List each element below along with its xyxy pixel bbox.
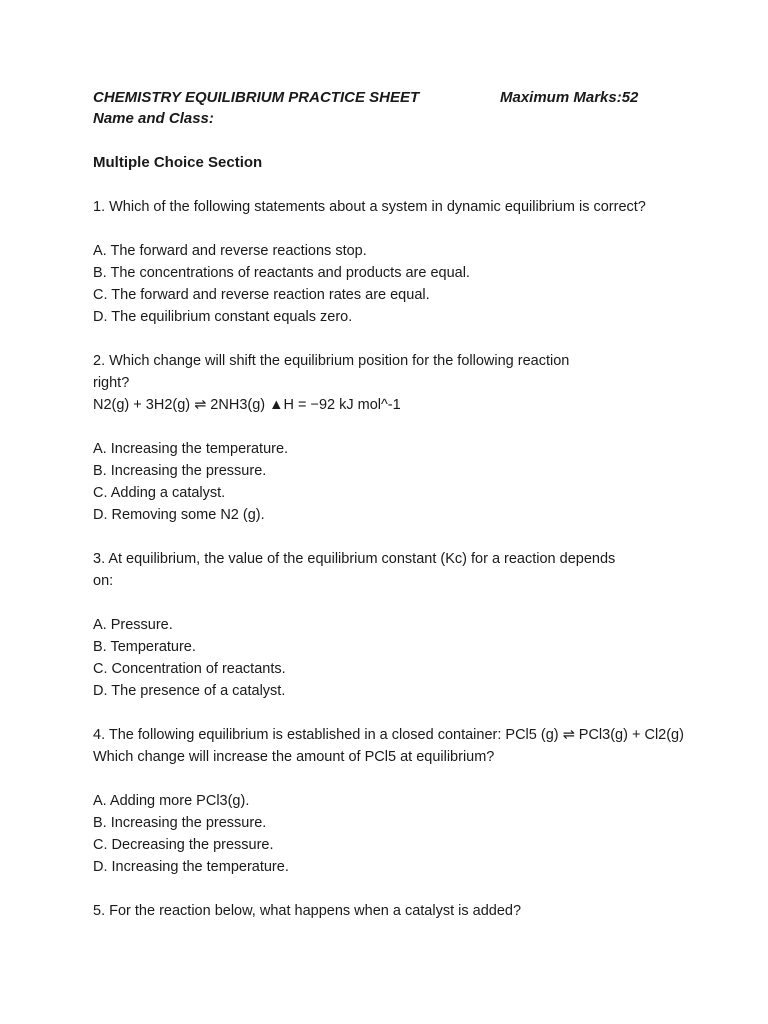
header-row [93,86,693,108]
answer-option: B. The concentrations of reactants and products are equal. [93,265,470,281]
question-text-line: 4. The following equilibrium is established in a closed container: PCl5 (g) ⇌ PCl3(g) + Cl2(g) [93,727,684,743]
answer-option: A. Pressure. [93,617,173,633]
question-text-line: 2. Which change will shift the equilibrium position for the following reaction [93,353,570,369]
answer-options [93,790,693,878]
answer-option: C. Concentration of reactants. [93,661,286,677]
answer-option: C. The forward and reverse reaction rates are equal. [93,287,430,303]
spacer [93,328,693,350]
answer-option: D. Increasing the temperature. [93,859,289,875]
question-text-line: 5. For the reaction below, what happens when a catalyst is added? [93,903,522,919]
spacer [93,174,693,196]
spacer [93,218,693,240]
name-and-class-label: Name and Class: [93,110,214,127]
spacer [93,702,693,724]
answer-option: C. Decreasing the pressure. [93,837,274,853]
answer-options [93,240,693,328]
question-5 [93,900,693,922]
answer-option: B. Increasing the pressure. [93,815,267,831]
section-title: Multiple Choice Section [93,154,263,171]
question-4 [93,724,693,768]
question-text-line: Which change will increase the amount of PCl5 at equilibrium? [93,749,495,765]
question-text-line: right? [93,375,130,391]
spacer [93,416,693,438]
answer-options [93,614,693,702]
worksheet-title: CHEMISTRY EQUILIBRIUM PRACTICE SHEET [93,88,420,106]
question-text-line: N2(g) + 3H2(g) ⇌ 2NH3(g) ▲H = −92 kJ mol^-1 [93,397,401,413]
spacer [93,592,693,614]
worksheet-page [93,86,693,922]
answer-option: C. Adding a catalyst. [93,485,226,501]
question-1 [93,196,693,218]
question-3 [93,548,693,592]
answer-option: A. Increasing the temperature. [93,441,289,457]
spacer [93,526,693,548]
answer-option: A. Adding more PCl3(g). [93,793,250,809]
maximum-marks: Maximum Marks:52 [500,88,639,106]
answer-option: D. The equilibrium constant equals zero. [93,309,353,325]
question-text-line: 3. At equilibrium, the value of the equilibrium constant (Kc) for a reaction depends [93,551,616,567]
answer-option: A. The forward and reverse reactions stop. [93,243,367,259]
answer-option: B. Temperature. [93,639,196,655]
answer-option: D. The presence of a catalyst. [93,683,286,699]
question-text-line: 1. Which of the following statements about a system in dynamic equilibrium is correct? [93,199,646,215]
answer-option: D. Removing some N2 (g). [93,507,265,523]
spacer [93,878,693,900]
question-2 [93,350,693,416]
question-list [93,174,693,922]
answer-option: B. Increasing the pressure. [93,463,267,479]
question-text-line: on: [93,573,114,589]
spacer [93,768,693,790]
answer-options [93,438,693,526]
